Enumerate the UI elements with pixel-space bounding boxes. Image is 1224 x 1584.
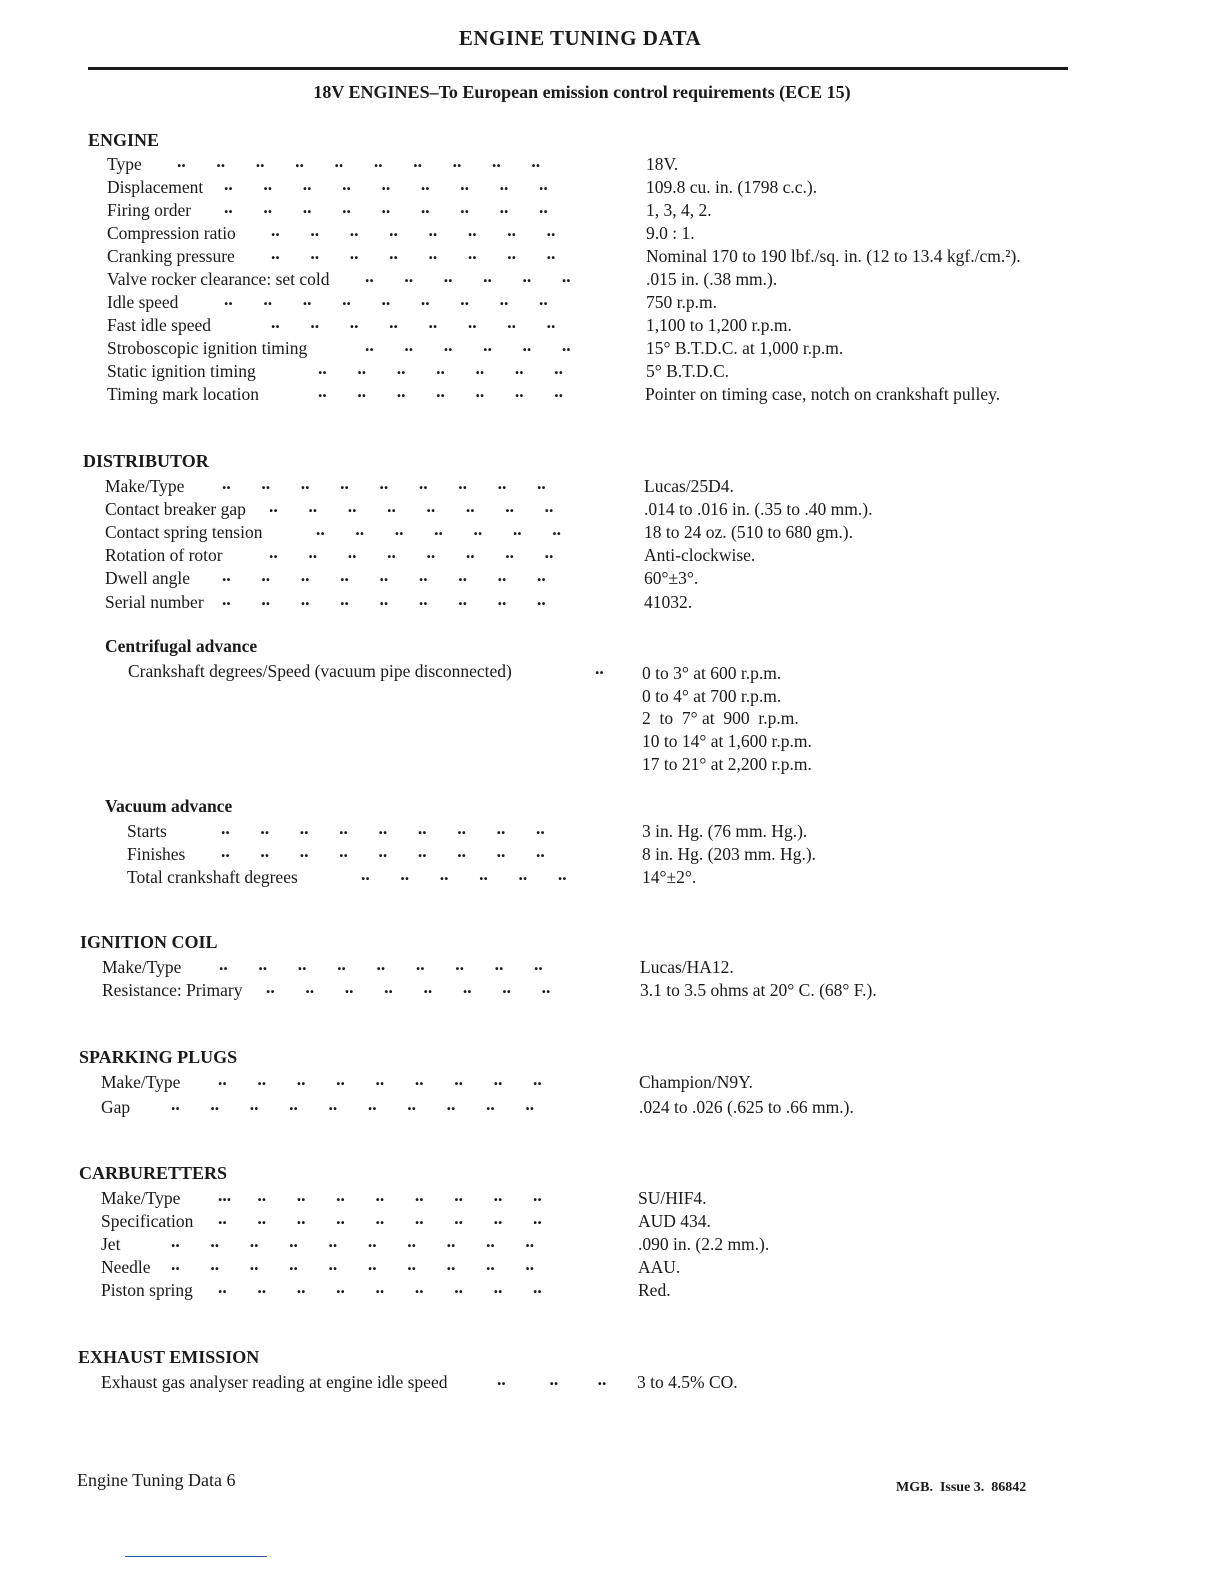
- carburetters-heading: CARBURETTERS: [79, 1163, 228, 1183]
- exhaust-emission-heading: EXHAUST EMISSION: [78, 1347, 260, 1367]
- footer-issue: MGB. Issue 3. 86842: [896, 1480, 1027, 1495]
- sparking-plugs-heading: SPARKING PLUGS: [79, 1047, 238, 1067]
- centrifugal-value: 10 to 14° at 1,600 r.p.m.: [642, 731, 812, 751]
- footer-page-label: Engine Tuning Data 6: [77, 1470, 236, 1490]
- distributor-heading: DISTRIBUTOR: [83, 451, 209, 471]
- divider: [125, 1556, 267, 1557]
- centrifugal-value: 2 to 7° at 900 r.p.m.: [642, 708, 799, 728]
- title-rule: [88, 67, 1068, 70]
- centrifugal-advance: Crankshaft degrees/Speed (vacuum pipe disconnected) .. 0 to 3° at 600 r.p.m. 0 to 4° at 700 r.p.m. 2 to 7° at 900 r.p.m. 10 to 14° at 1,600 r.p.m. 17 to 21° at 2,200 r.p.m.: [128, 658, 812, 774]
- engine-heading: ENGINE: [88, 130, 160, 150]
- ignition-coil-heading: IGNITION COIL: [80, 932, 218, 952]
- centrifugal-value: 0 to 4° at 700 r.p.m.: [642, 686, 782, 706]
- page-title: ENGINE TUNING DATA: [458, 26, 702, 50]
- centrifugal-value: 17 to 21° at 2,200 r.p.m.: [642, 754, 812, 774]
- centrifugal-label: Crankshaft degrees/Speed (vacuum pipe disconnected): [128, 661, 512, 681]
- centrifugal-value: 0 to 3° at 600 r.p.m.: [642, 663, 782, 683]
- page-subtitle: 18V ENGINES–To European emission control requirements (ECE 15): [313, 82, 851, 102]
- row-label: Type: [107, 154, 142, 174]
- centrifugal-heading: Centrifugal advance: [105, 636, 258, 656]
- vacuum-heading: Vacuum advance: [105, 796, 233, 816]
- row-value: 18V.: [646, 154, 679, 174]
